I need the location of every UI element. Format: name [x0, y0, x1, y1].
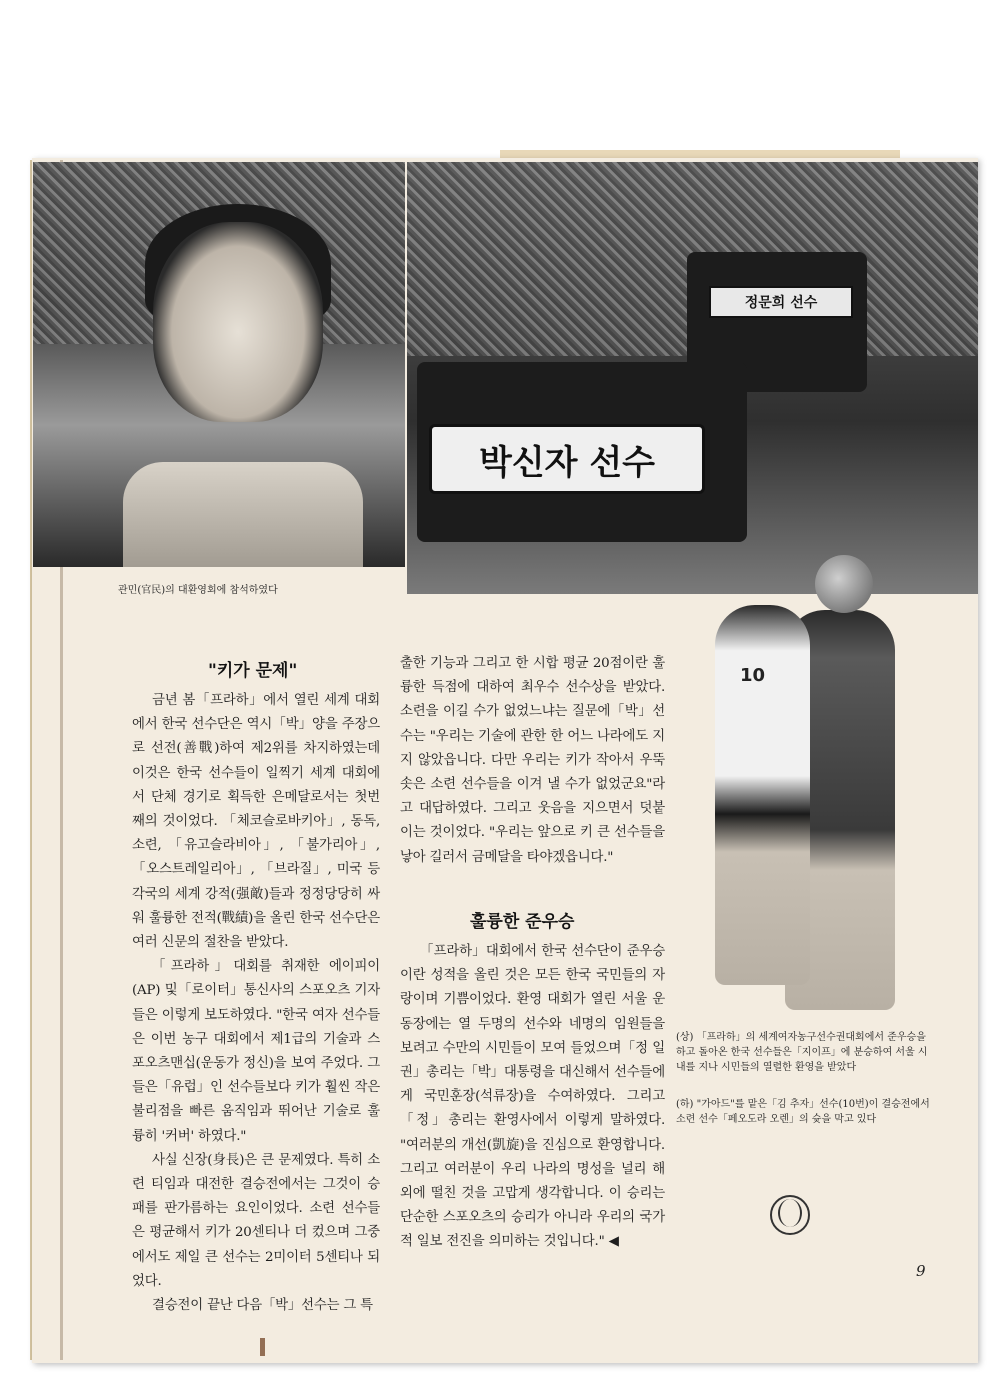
portrait-caption: 관민(官民)의 대환영회에 참석하였다 — [118, 585, 278, 596]
caption-upper: (상) 「프라하」의 세계여자농구선수권대회에서 준우승을 하고 돌아온 한국 선수들은「지이프」에 분승하여 서울 시내를 지나 시민들의 열렬한 환영을 받았다 — [676, 1032, 928, 1073]
paragraph: 「프라하」대회를 취재한 에이피이(AP) 및「로이터」통신사의 스포오츠 기자들은 이렇게 보도하였다. "한국 여자 선수들은 이번 농구 대회에서 제1급의 기술과 스포오츠맨십(운동가 정신)을 보여 주었다. 그들은「유럽」인 선수들보다 키가 훨씬 작은 불리점을 빠른 움직임과 뛰어난 기술로 훌륭히 '커버' 하였다." — [132, 959, 380, 1144]
paragraph: 출한 기능과 그리고 한 시합 평균 20점이란 훌륭한 득점에 대하여 최우수 선수상을 받았다. 소련을 이길 수가 없었느냐는 질문에「박」선수는 "우리는 기술에 관한 한 어느 나라에도 지지 않았읍니다. 다만 우리는 키가 작아서 우뚝 솟은 소련 선수들을 이겨 낼 수가 없었군요"라고 대답하였다. 그리고 웃음을 지으면서 덧붙이는 것이었다. "우리는 앞으로 키 큰 선수들을 낳아 길러서 금메달을 타야겠읍니다." — [400, 656, 665, 865]
paper-stain — [260, 1338, 265, 1356]
banner-secondary: 정문희 선수 — [709, 286, 853, 318]
caption-lower: (하) "가아드"를 맡은「김 추자」선수(10번)이 결승전에서 소련 선수「페오도라 오렌」의 슛을 막고 있다 — [676, 1099, 930, 1125]
portrait-photo — [33, 162, 405, 567]
paragraph: 결승전이 끝난 다음「박」선수는 그 특 — [152, 1298, 373, 1314]
basketball-photo — [690, 515, 935, 1015]
player-jersey — [123, 462, 363, 567]
heading-runner-up: 훌륭한 준우승 — [470, 912, 575, 932]
player-korea — [715, 605, 810, 985]
basketball — [815, 555, 873, 613]
heading-height-problem: "키가 문제" — [208, 661, 298, 681]
basketball-emblem-icon — [770, 1195, 810, 1235]
jersey-number: 10 — [740, 665, 766, 686]
article-column-1 — [132, 689, 380, 1318]
paragraph: 금년 봄「프라하」에서 열린 세계 대회에서 한국 선수단은 역시「박」양을 주장으로 선전(善戰)하여 제2위를 차지하였는데 이것은 한국 선수들이 일찍기 세계 대회에서 단체 경기로 획득한 은메달로서는 첫번째의 것이었다. 「체코슬로바키아」, 동독, 소련, 「유고슬라비아」, 「불가리아」, 「오스트레일리아」, 「브라질」, 미국 등 각국의 세계 강적(强敵)들과 정정당당히 싸워 훌륭한 전적(戰績)을 올린 한국 선수단은 여러 신문의 절찬을 받았다. — [132, 693, 380, 951]
article-column-2b — [400, 940, 665, 1255]
article-column-2a — [400, 652, 665, 870]
player-face — [153, 222, 323, 422]
paragraph: 사실 신장(身長)은 큰 문제였다. 특히 소련 티임과 대전한 결승전에서는 그것이 승패를 판가름하는 요인이었다. 소련 선수들은 평균해서 키가 20센티나 더 컸으며 그중에서도 제일 큰 선수는 2미이터 5센티나 되었다. — [132, 1152, 380, 1289]
page-number: 9 — [916, 1262, 926, 1280]
paragraph: 「프라하」대회에서 한국 선수단이 준우승이란 성적을 올린 것은 모든 한국 국민들의 자랑이며 기쁨이었다. 환영 대회가 열린 서울 운동장에는 열 두명의 선수와 네명의 임원들을 보려고 수만의 시민들이 모여 들었으며「정 일권」총리는「박」대통령을 대신해서 선수들에게 국민훈장(석류장)을 수여하였다. 그리고「정」총리는 환영사에서 이렇게 말하였다. "여러분의 개선(凱旋)을 진심으로 환영합니다. 그리고 여러분이 우리 나라의 명성을 널리 해외에 떨친 것을 고맙게 생각합니다. 이 승리는 단순한 스포오츠의 승리가 아니라 우리의 국가적 일보 전진을 의미하는 것입니다." ◀ — [400, 944, 665, 1250]
banner-main: 박신자 선수 — [429, 424, 705, 494]
